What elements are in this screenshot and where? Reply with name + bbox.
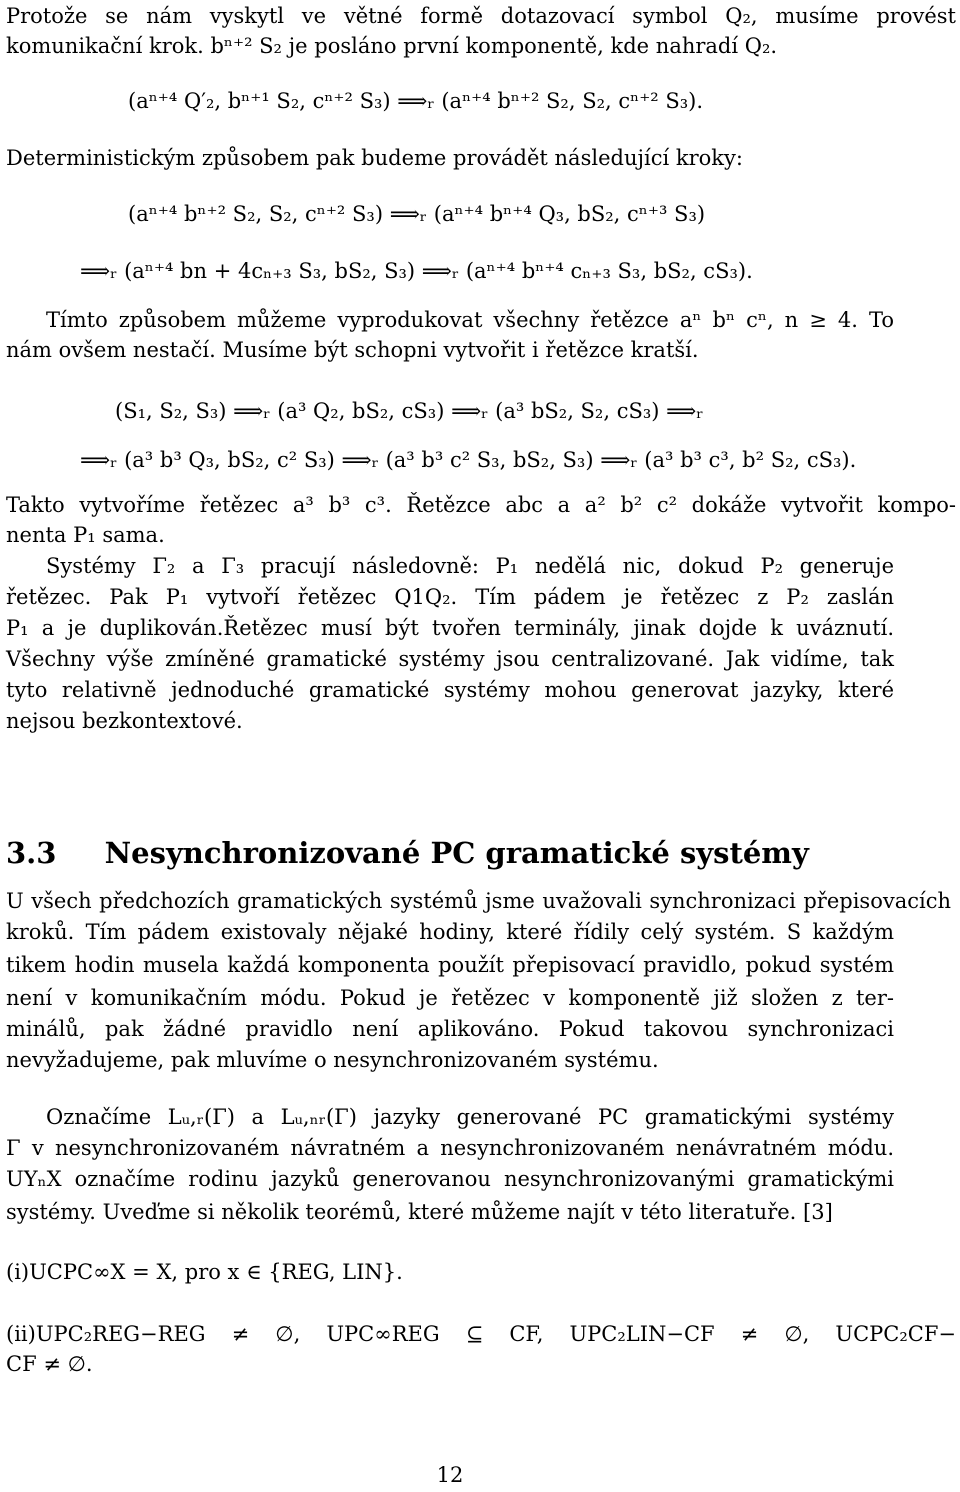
text-line: Všechny výše zmíněné gramatické systémy jsou centralizované. Jak vidíme, tak — [6, 647, 894, 671]
text-line: nevyžadujeme, pak mluvíme o nesynchronizovaném systému. — [6, 1048, 659, 1072]
text-line: Takto vytvoříme řetězec a³ b³ c³. Řetězce abc a a² b² c² dokáže vytvořit kompo- — [6, 493, 956, 517]
theorem-item: (i)UCPC∞X = X, pro x ∈ {REG, LIN}. — [6, 1260, 403, 1284]
section-title: Nesynchronizované PC gramatické systémy — [104, 836, 809, 870]
text-line: nejsou bezkontextové. — [6, 709, 243, 733]
theorem-item: (ii)UPC₂REG−REG ≠ ∅, UPC∞REG ⊆ CF, UPC₂LIN−CF ≠ ∅, UCPC₂CF− — [6, 1322, 956, 1346]
text-line: systémy. Uveďme si několik teorémů, které můžeme najít v této literatuře. [3] — [6, 1200, 833, 1224]
text-line: U všech předchozích gramatických systémů jsme uvažovali synchronizaci přepisovacích — [6, 889, 951, 913]
display-equation: (aⁿ⁺⁴ Q′₂, bⁿ⁺¹ S₂, cⁿ⁺² S₃) ⟹ᵣ (aⁿ⁺⁴ bⁿ⁺² S₂, S₂, cⁿ⁺² S₃). — [128, 89, 704, 113]
text-line: tikem hodin musela každá komponenta použít přepisovací pravidlo, pokud systém — [6, 953, 894, 977]
text-line: Systémy Γ₂ a Γ₃ pracují následovně: P₁ nedělá nic, dokud P₂ generuje — [46, 554, 894, 578]
display-equation: (S₁, S₂, S₃) ⟹ᵣ (a³ Q₂, bS₂, cS₃) ⟹ᵣ (a³ bS₂, S₂, cS₃) ⟹ᵣ — [115, 399, 704, 423]
text-line: UYₙX označíme rodinu jazyků generovanou nesynchronizovanými gramatickými — [6, 1167, 894, 1191]
text-line: Γ v nesynchronizovaném návratném a nesynchronizovaném nenávratném módu. — [6, 1136, 894, 1160]
text-line: minálů, pak žádné pravidlo není aplikováno. Pokud takovou synchronizaci — [6, 1017, 894, 1041]
text-line: P₁ a je duplikován.Řetězec musí být tvořen terminály, jinak dojde k uváznutí. — [6, 616, 894, 640]
text-line: řetězec. Pak P₁ vytvoří řetězec Q1Q₂. Tím pádem je řetězec z P₂ zaslán — [6, 585, 894, 609]
text-line: kroků. Tím pádem existovaly nějaké hodiny, které řídily celý systém. S každým — [6, 920, 894, 944]
text-line: nenta P₁ sama. — [6, 523, 165, 547]
text-line: není v komunikačním módu. Pokud je řetězec v komponentě již složen z ter- — [6, 986, 894, 1010]
section-heading — [6, 836, 809, 870]
text-line: Tímto způsobem můžeme vyprodukovat všechny řetězce aⁿ bⁿ cⁿ, n ≥ 4. To — [46, 308, 894, 332]
display-equation: ⟹ᵣ (a³ b³ Q₃, bS₂, c² S₃) ⟹ᵣ (a³ b³ c² S₃, bS₂, S₃) ⟹ᵣ (a³ b³ c³, b² S₂, cS₃). — [80, 448, 857, 472]
section-number: 3.3 — [6, 836, 57, 870]
theorem-item-continuation: CF ≠ ∅. — [6, 1352, 93, 1376]
display-equation: (aⁿ⁺⁴ bⁿ⁺² S₂, S₂, cⁿ⁺² S₃) ⟹ᵣ (aⁿ⁺⁴ bⁿ⁺⁴ Q₃, bS₂, cⁿ⁺³ S₃) — [128, 202, 706, 226]
page-number: 12 — [436, 1463, 464, 1487]
text-line: komunikační krok. bⁿ⁺² S₂ je posláno první komponentě, kde nahradí Q₂. — [6, 34, 778, 58]
text-line: Označíme Lᵤ,ᵣ(Γ) a Lᵤ,ₙᵣ(Γ) jazyky generované PC gramatickými systémy — [46, 1105, 894, 1129]
display-equation: ⟹ᵣ (aⁿ⁺⁴ bn + 4cₙ₊₃ S₃, bS₂, S₃) ⟹ᵣ (aⁿ⁺⁴ bⁿ⁺⁴ cₙ₊₃ S₃, bS₂, cS₃). — [80, 259, 753, 283]
text-line: nám ovšem nestačí. Musíme být schopni vytvořit i řetězce kratší. — [6, 338, 699, 362]
text-line: Protože se nám vyskytl ve větné formě dotazovací symbol Q₂, musíme provést — [6, 4, 956, 28]
text-line: tyto relativně jednoduché gramatické systémy mohou generovat jazyky, které — [6, 678, 894, 702]
text-line: Deterministickým způsobem pak budeme provádět následující kroky: — [6, 146, 743, 170]
